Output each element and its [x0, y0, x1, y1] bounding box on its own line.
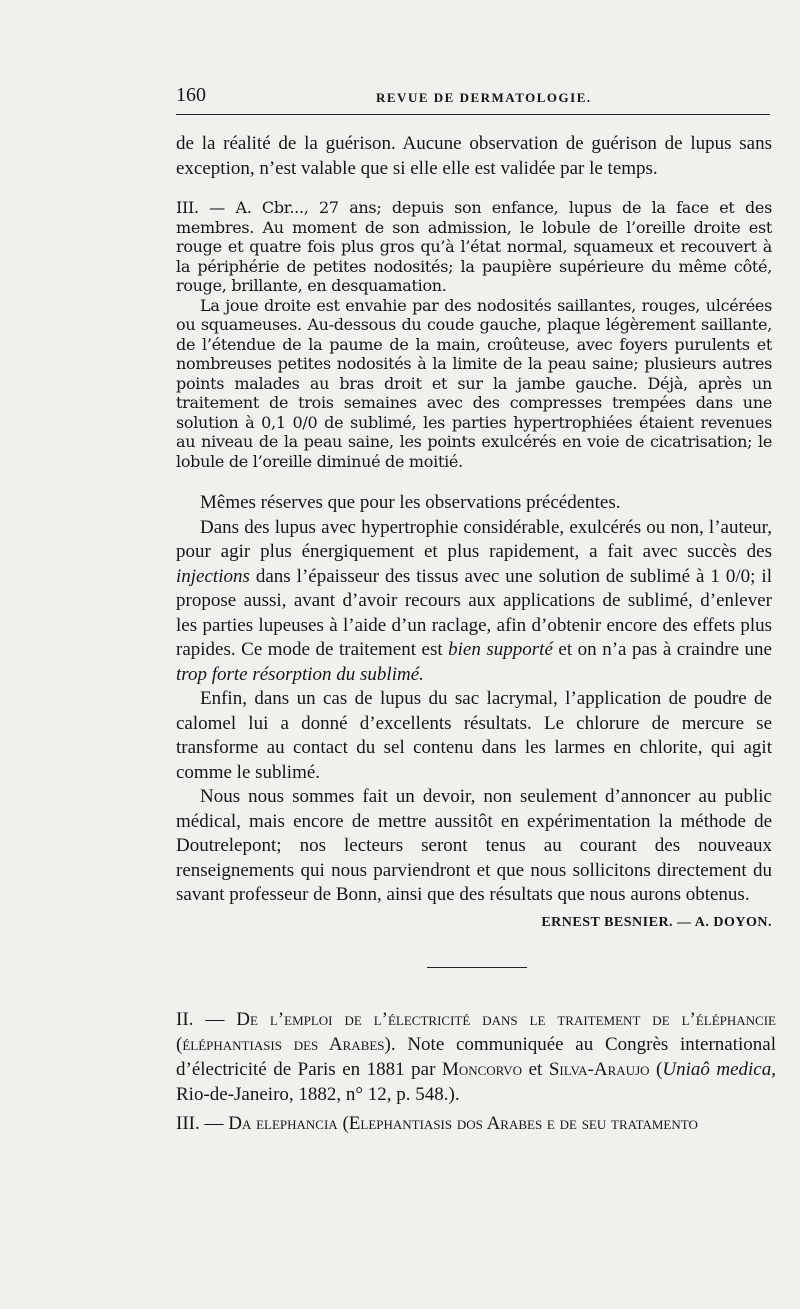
ref2-journal: Uniaô medica: [662, 1059, 772, 1080]
ref3-title: Da elephancia (Elephantiasis dos Arabes e de seu tratamento: [228, 1113, 698, 1134]
body-paragraph-3: Enfin, dans un cas de lupus du sac lacrymal, l’application de poudre de calomel lui a donné d’excellents résultats. Le chlorure de mercure se transforme au contact du sel contenu dans les larmes en chlorite, qui agit comme le sublimé.: [176, 688, 772, 783]
case-report-block: [176, 198, 772, 471]
reference-2: [176, 1007, 776, 1107]
p2-text-c: dans l’épaisseur des tissus avec une solution de sublimé à 1 0/0; il propose aussi, avant d’avoir recours aux applications de sublimé, d’enlever les parties lupeuses à l’aide d’un raclage, afin d’obtenir encore des effets plus rapides. Ce mode de traitement est: [176, 565, 772, 660]
ref2-and: et: [522, 1059, 549, 1080]
running-title: REVUE DE DERMATOLOGIE.: [376, 90, 592, 105]
p2-emphasis-resorption: trop forte résorption du sublimé.: [176, 663, 424, 685]
page-number: 160: [176, 84, 206, 106]
ref2-title: De l’emploi de l’électricité dans le traitement de l’éléphancie (éléphantiasis des Arabes).: [176, 1009, 776, 1055]
body-paragraph-4: Nous nous sommes fait un devoir, non seulement d’annoncer au public médical, mais encore de mettre aussitôt en expérimentation la méthode de Doutrelepont; nos lecteurs seront tenus au courant des nouveaux renseignements qui nous parviendront et que nous sollicitons directement du savant professeur de Bonn, ainsi que des résultats que nous aurons obtenus.: [176, 786, 772, 905]
ref2-number: II. —: [176, 1009, 237, 1030]
section-separator-rule: [427, 967, 527, 968]
ref2-open-paren: (: [649, 1059, 663, 1080]
body-paragraph-1: Mêmes réserves que pour les observations précédentes.: [200, 492, 621, 513]
ref3-number: III. —: [176, 1113, 229, 1134]
case-paragraph-2: La joue droite est envahie par des nodosités saillantes, rouges, ulcérées ou squameuses. Au-dessous du coude gauche, plaque légèrement saillante, de l’étendue de la paume de la main, croûteuse, avec foyers purulents et nombreuses petites nodosités à la limite de la peau saine; plusieurs autres points malades au bras droit et sur la jambe gauche. Déjà, après un traitement de trois semaines avec des compresses trempées dans une solution à 0,1 0/0 de sublimé, les parties hypertrophiées étaient revenues au niveau de la peau saine, les points exulcérés en voie de cicatrisation; le lobule de l’oreille diminué de moitié.: [176, 295, 772, 471]
p2-text-a: Dans des lupus avec hypertrophie considérable, exulcérés ou non, l’auteur, pour agir plus énergiquement et plus rapidement, a fait avec succès des: [176, 516, 772, 562]
body-paragraph-2: [176, 516, 772, 688]
signature: ERNEST BESNIER. — A. DOYON.: [541, 914, 772, 930]
intro-text-block: [176, 132, 772, 181]
p2-text-e: et on n’a pas à craindre une: [552, 639, 772, 660]
p2-emphasis-supporte: bien supporté: [448, 639, 553, 660]
reference-3: [176, 1111, 776, 1136]
ref2-author-1: Moncorvo: [441, 1059, 523, 1080]
page-header: [176, 84, 776, 108]
case-paragraph-1: III. — A. Cbr..., 27 ans; depuis son enfance, lupus de la face et des membres. Au moment de son admission, le lobule de l’oreille droite est rouge et quatre fois plus gros qu’à l’état normal, squameux et recouvert à la périphérie de petites nodosités; la paupière supérieure du même côté, rouge, brillante, en desquamation.: [176, 198, 772, 295]
header-rule: [176, 114, 770, 115]
main-text-block: [176, 491, 772, 935]
ref2-text-b: , Rio-de-Janeiro, 1882, n° 12, p. 548.).: [176, 1059, 776, 1105]
intro-paragraph: de la réalité de la guérison. Aucune observation de guérison de lupus sans exception, n’est valable que si elle elle est validée par le temps.: [176, 133, 772, 179]
p2-emphasis-injections: injections: [176, 565, 250, 587]
ref2-text-a: Note communiquée au Congrès international d’électricité de Paris en 1881 par: [176, 1034, 777, 1080]
ref2-author-2: Silva-Araujo: [548, 1059, 650, 1080]
references-block: [176, 1007, 776, 1136]
